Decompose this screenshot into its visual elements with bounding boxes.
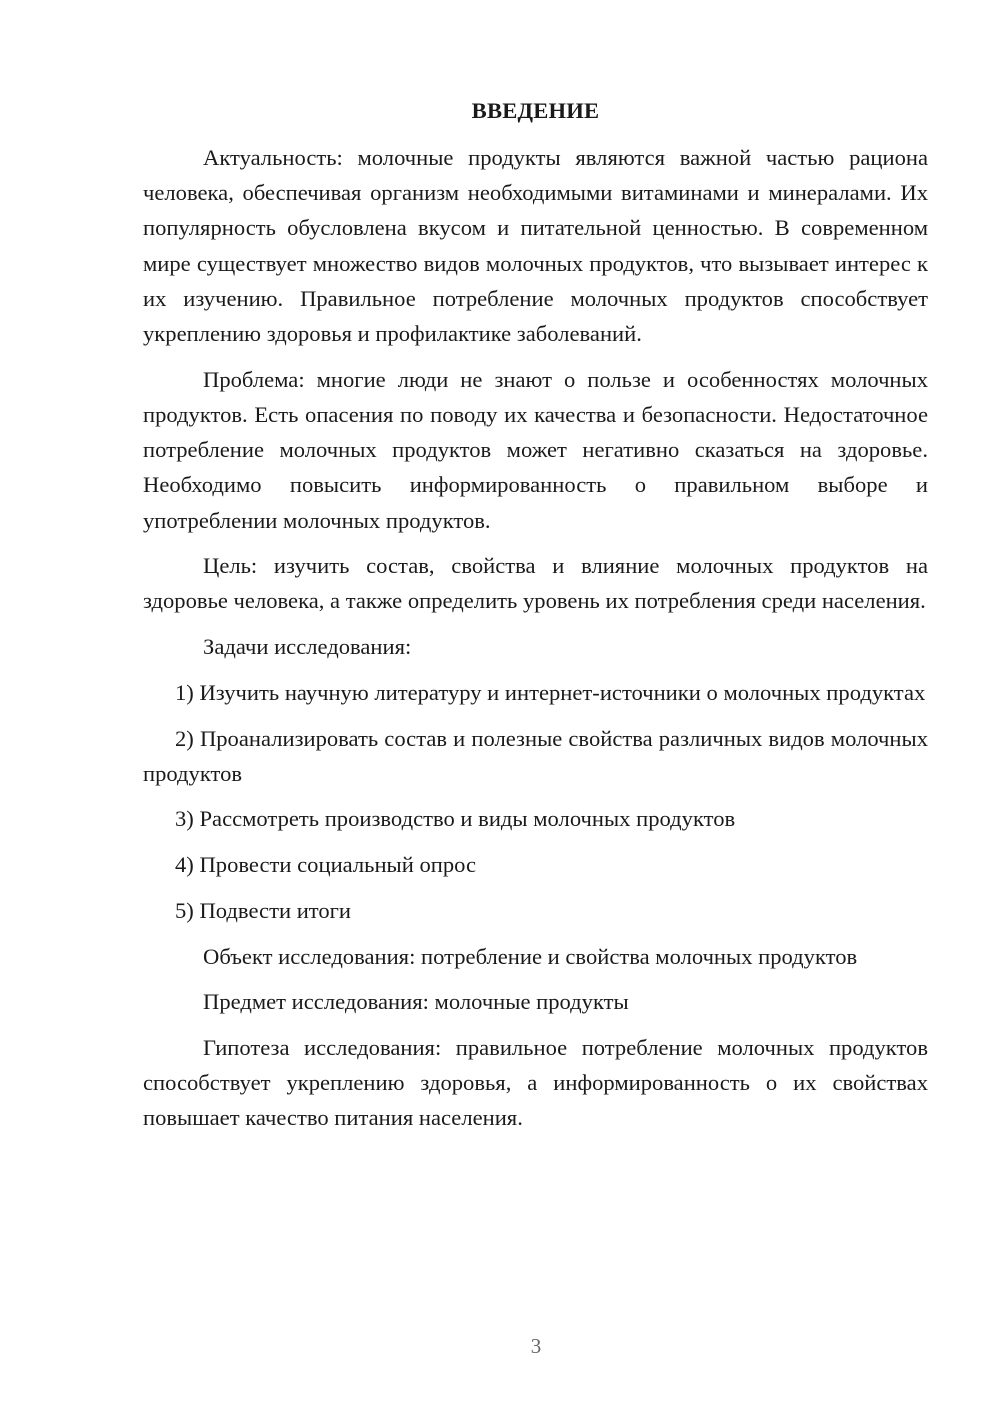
- paragraph-object: Объект исследования: потребление и свойства молочных продуктов: [203, 943, 858, 969]
- paragraph-problem: Проблема: многие люди не знают о пользе и особенностях молочных продуктов. Есть опасения по поводу их качества и безопасности. Недостаточное потребление молочных продуктов может негативно сказаться на здоровье. Необходимо повысить информированность о правильном выборе и употреблении молочных продуктов.: [143, 366, 928, 533]
- page-content: [143, 93, 928, 1136]
- paragraph-relevance: Актуальность: молочные продукты являются важной частью рациона человека, обеспечивая организм необходимыми витаминами и минералами. Их популярность обусловлена вкусом и питательной ценностью. В современном мире существует множество видов молочных продуктов, что вызывает интерес к их изучению. Правильное потребление молочных продуктов способствует укреплению здоровья и профилактике заболеваний.: [143, 145, 928, 347]
- task-item: 3) Рассмотреть производство и виды молочных продуктов: [175, 806, 736, 832]
- task-item: 1) Изучить научную литературу и интернет-источники о молочных продуктах: [175, 679, 926, 705]
- page-number: 3: [530, 1334, 542, 1358]
- paragraph-tasks-title: Задачи исследования:: [203, 634, 412, 660]
- section-heading: ВВЕДЕНИЕ: [471, 98, 600, 123]
- paragraph-subject: Предмет исследования: молочные продукты: [203, 989, 629, 1015]
- task-item: 5) Подвести итоги: [175, 897, 352, 923]
- paragraph-hypothesis: Гипотеза исследования: правильное потребление молочных продуктов способствует укреплению здоровья, а информированность о их свойствах повышает качество питания населения.: [143, 1034, 928, 1131]
- task-item: 4) Провести социальный опрос: [175, 852, 477, 878]
- paragraph-goal: Цель: изучить состав, свойства и влияние молочных продуктов на здоровье человека, а также определить уровень их потребления среди населения.: [143, 553, 928, 614]
- task-item: 2) Проанализировать состав и полезные свойства различных видов молочных продуктов: [143, 725, 928, 786]
